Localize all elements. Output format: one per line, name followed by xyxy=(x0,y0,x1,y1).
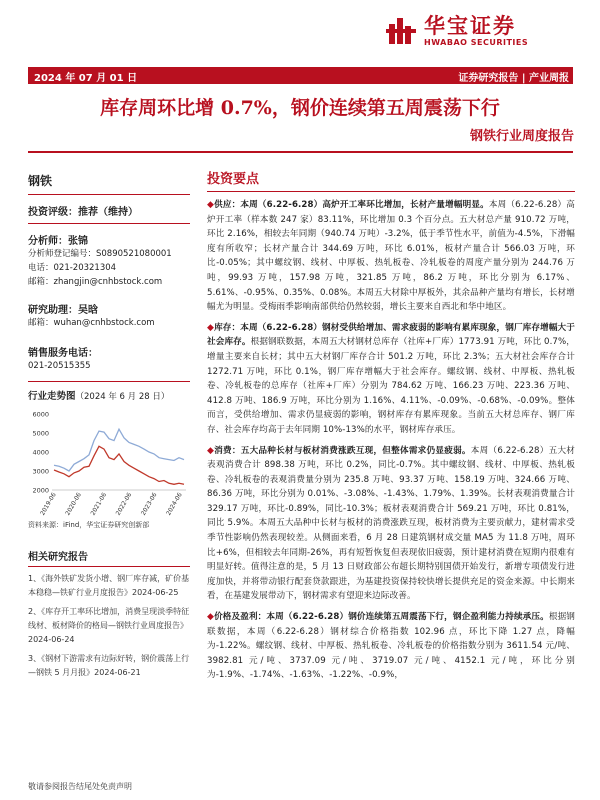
bullet-icon: ◆ xyxy=(207,322,215,333)
disclaimer-footer: 敬请参阅报告结尾处免责声明 xyxy=(28,782,132,791)
paragraph-body: 本周（6.22-6.28）五大材表观消费合计 898.38 万吨，环比 0.2%，同比-0.7%。其中螺纹钢、线材、中厚板、热轧板卷、冷轧板卷的表观消费量分别为 235.8 万吨、93.37 万吨、158.19 万吨、324.66 万吨、86.36 万吨，环比分别为 0.01%、-3.08%、-1.43%、1.79%、1.39%。长材表观消费量合计 329.17 万吨，环比-0.89%，同比-10.3%；板材表观消费合计 569.21 万吨，环比 0.81%，同比 5.9%。本周五大品种中长材与板材的消费涨跌互现，板材消费为主要贡献力，建材需求受季节性影响仍然表现较差。从侧面来看，6 月 28 日建筑钢材成交量 MA5 为 11.8 万吨，周环比+6%，但相较去年同期-26%，再有短暂恢复但表现依旧疲弱，预计建材消费在短期内很难有明显好转。值得注意的是，5 月 13 日财政部公布超长期特别国债开始发行，新增专项债发行进度加快，并将带动银行配套贷款跟进，为基建投资保持较快增长提供充足的资金来源。中长期来看，在基建发展带动下，钢材需求有望迎来边际改善。 xyxy=(207,445,575,602)
assistant-block xyxy=(28,301,190,330)
chart-title-label: 行业走势图 xyxy=(28,391,76,402)
invest-paragraphs xyxy=(207,198,575,683)
bullet-icon: ◆ xyxy=(207,200,215,210)
invest-paragraph xyxy=(207,610,575,683)
paragraph-lead: 价格及盈利： xyxy=(214,612,267,623)
chart-title-date: （2024 年 6 月 28 日） xyxy=(75,392,170,402)
x-tick-label: 2024-06 xyxy=(165,491,184,517)
analyst-phone: 电话：021-20321304 xyxy=(28,263,117,273)
assistant-name: 研究助理：吴晗 xyxy=(28,305,98,316)
analyst-block xyxy=(28,232,190,289)
x-tick-label: 2020-06 xyxy=(64,491,83,517)
paragraph-headline: 本周（6.22-6.28）钢价连续第五周震荡下行，钢企盈利能力持续承压。 xyxy=(266,612,549,623)
paragraph-lead: 库存： xyxy=(214,322,241,333)
y-tick-label: 4000 xyxy=(32,448,49,457)
y-tick-label: 6000 xyxy=(32,410,49,419)
series-line-0 xyxy=(54,429,184,471)
related-reports-title: 相关研究报告 xyxy=(28,552,88,563)
related-divider xyxy=(28,566,190,567)
bullet-icon: ◆ xyxy=(207,612,215,623)
bullet-icon: ◆ xyxy=(207,445,215,456)
paragraph-headline: 本周（6.22-6.28）高炉开工率环比增加，长材产量增幅明显。 xyxy=(240,200,489,210)
chart-title xyxy=(28,388,190,402)
y-tick-label: 2000 xyxy=(32,486,49,495)
page-title: 库存周环比增 0.7%，钢价连续第五周震荡下行 xyxy=(100,97,500,119)
brand-logo xyxy=(386,14,528,48)
chart-source: 资料来源：iFind，华宝证券研究创新部 xyxy=(28,521,150,529)
paragraph-lead: 消费： xyxy=(214,445,241,456)
x-tick-label: 2019-06 xyxy=(39,491,58,517)
report-category: 证券研究报告 | 产业周报 xyxy=(458,73,569,84)
page-subtitle: 钢铁行业周度报告 xyxy=(469,129,574,144)
x-tick-label: 2021-06 xyxy=(89,491,109,517)
x-tick-label: 2022-06 xyxy=(114,491,134,517)
invest-paragraph xyxy=(207,444,575,605)
invest-paragraph xyxy=(207,198,575,315)
analyst-cert: 分析师登记编号：S0890521080001 xyxy=(28,249,172,259)
rating: 投资评级：推荐（维持） xyxy=(28,207,138,218)
investment-highlights xyxy=(207,168,575,683)
logo-en-text: HWABAO SECURITIES xyxy=(424,38,529,47)
x-tick-label: 2023-06 xyxy=(139,491,159,517)
paragraph-headline: 本周（6.22-6.28）钢材受供给增加、需求疲弱的影响有累库现象，钢厂库存增幅大于社会库存。 xyxy=(207,322,575,348)
logo-cn-text: 华宝证券 xyxy=(424,14,516,38)
sales-block xyxy=(28,344,190,373)
report-date: 2024 年 07 月 01 日 xyxy=(34,73,138,84)
paragraph-lead: 供应： xyxy=(214,200,241,210)
left-sidebar xyxy=(28,160,190,680)
rating-divider xyxy=(28,223,190,224)
invest-paragraph xyxy=(207,321,575,438)
assistant-email[interactable]: 邮箱：wuhan@cnhbstock.com xyxy=(28,318,155,328)
related-report-item[interactable]: 2、《库存开工率环比增加，消费呈现淡季特征 线材、板材降价的格局—钢铁行业周度报告》2024-06-24 xyxy=(28,607,190,644)
analyst-name: 分析师：张锦 xyxy=(28,236,88,247)
logo-mark-icon xyxy=(386,14,420,48)
trend-chart-svg xyxy=(28,408,190,518)
paragraph-body: 根据钢联数据，本周五大材钢材总库存（社库+厂库）1773.91 万吨，环比 0.7%，增量主要来自长材；其中五大材钢厂库存合计 501.2 万吨，环比 2.3%；五大材社会库存合计 1272.71 万吨，环比 0.1%，钢厂库存增幅大于社会库存。螺纹钢、线材、中厚板、热轧板卷、冷轧板卷的总库存（社库+厂库）分别为 784.62 万吨、166.23 万吨、223.36 万吨、412.8 万吨、186.9 万吨，环比分别为 1.16%、4.11%、-0.09%、-0.68%、-0.09%。整体而言，受供给增加、需求仍显疲弱的影响，钢材库存有累库现象。当前五大材总库存、钢厂库存、社会库存均高于去年同期 10%-13%的水平，钢材库存承压。 xyxy=(207,337,575,435)
date-bar xyxy=(28,67,573,84)
sales-phone: 021-20515355 xyxy=(28,361,91,371)
paragraph-body: 根据钢联数据，本周（6.22-6.28）钢材综合价格指数 102.96 点，环比下降 1.27 点，降幅为-1.22%。螺纹钢、线材、中厚板、热轧板卷、冷轧板卷的价格指数分别为 3611.54 元/吨、3982.81 元/吨、3737.09 元/吨、3719.07 元/吨、4152.1 元/吨，环比分别为-1.9%、-1.74%、-1.63%、-1.22%、-0.9%， xyxy=(207,612,575,681)
y-tick-label: 3000 xyxy=(32,467,49,476)
analyst-email[interactable]: 邮箱：zhangjin@cnhbstock.com xyxy=(28,277,163,287)
sales-label: 销售服务电话： xyxy=(28,348,98,359)
sector-divider xyxy=(28,194,190,195)
chart-divider xyxy=(28,381,190,382)
invest-title: 投资要点 xyxy=(207,172,260,187)
industry-trend-chart xyxy=(28,408,190,518)
y-tick-label: 5000 xyxy=(32,429,49,438)
title-divider xyxy=(28,151,573,153)
related-report-item[interactable]: 1、《海外铁矿发货小增、钢厂库存减，矿价基本稳稳—铁矿行业月度报告》2024-06-25 xyxy=(28,574,190,597)
paragraph-headline: 五大品种长材与板材消费涨跌互现，但整体需求仍显疲弱。 xyxy=(240,445,471,456)
related-report-item[interactable]: 3、《钢材下游需求有边际好转，钢价震荡上行—钢铁 5 月月报》2024-06-21 xyxy=(28,654,190,677)
paragraph-body: 本周（6.22-6.28）高炉开工率（样本数 247 家）83.11%，环比增加 0.3 个百分点。五大材总产量 910.72 万吨，环比 2.16%，相较去年同期（940.74 万吨）-3.2%，低于季节性水平，前值为-4.5%，下滑幅度有所收窄；长材产量合计 344.69 万吨，环比 6.01%，板材产量合计 566.03 万吨，环比-0.05%；其中螺纹钢、线材、中厚板、热轧板卷、冷轧板卷的周度产量分别为 244.76 万吨，99.93 万吨，157.98 万吨，321.85 万吨，86.2 万吨，环比分别为 6.17%、5.61%、-0.95%、0.35%、0.08%。本周五大材除中厚板外，其余品种产量均有增长，长材增幅尤为明显。受梅雨季影响南部供给仍然较弱，增长主要来自西北和华中地区。 xyxy=(207,200,575,313)
related-reports-list xyxy=(28,572,190,680)
invest-divider xyxy=(207,191,575,192)
sector-name: 钢铁 xyxy=(28,174,53,188)
